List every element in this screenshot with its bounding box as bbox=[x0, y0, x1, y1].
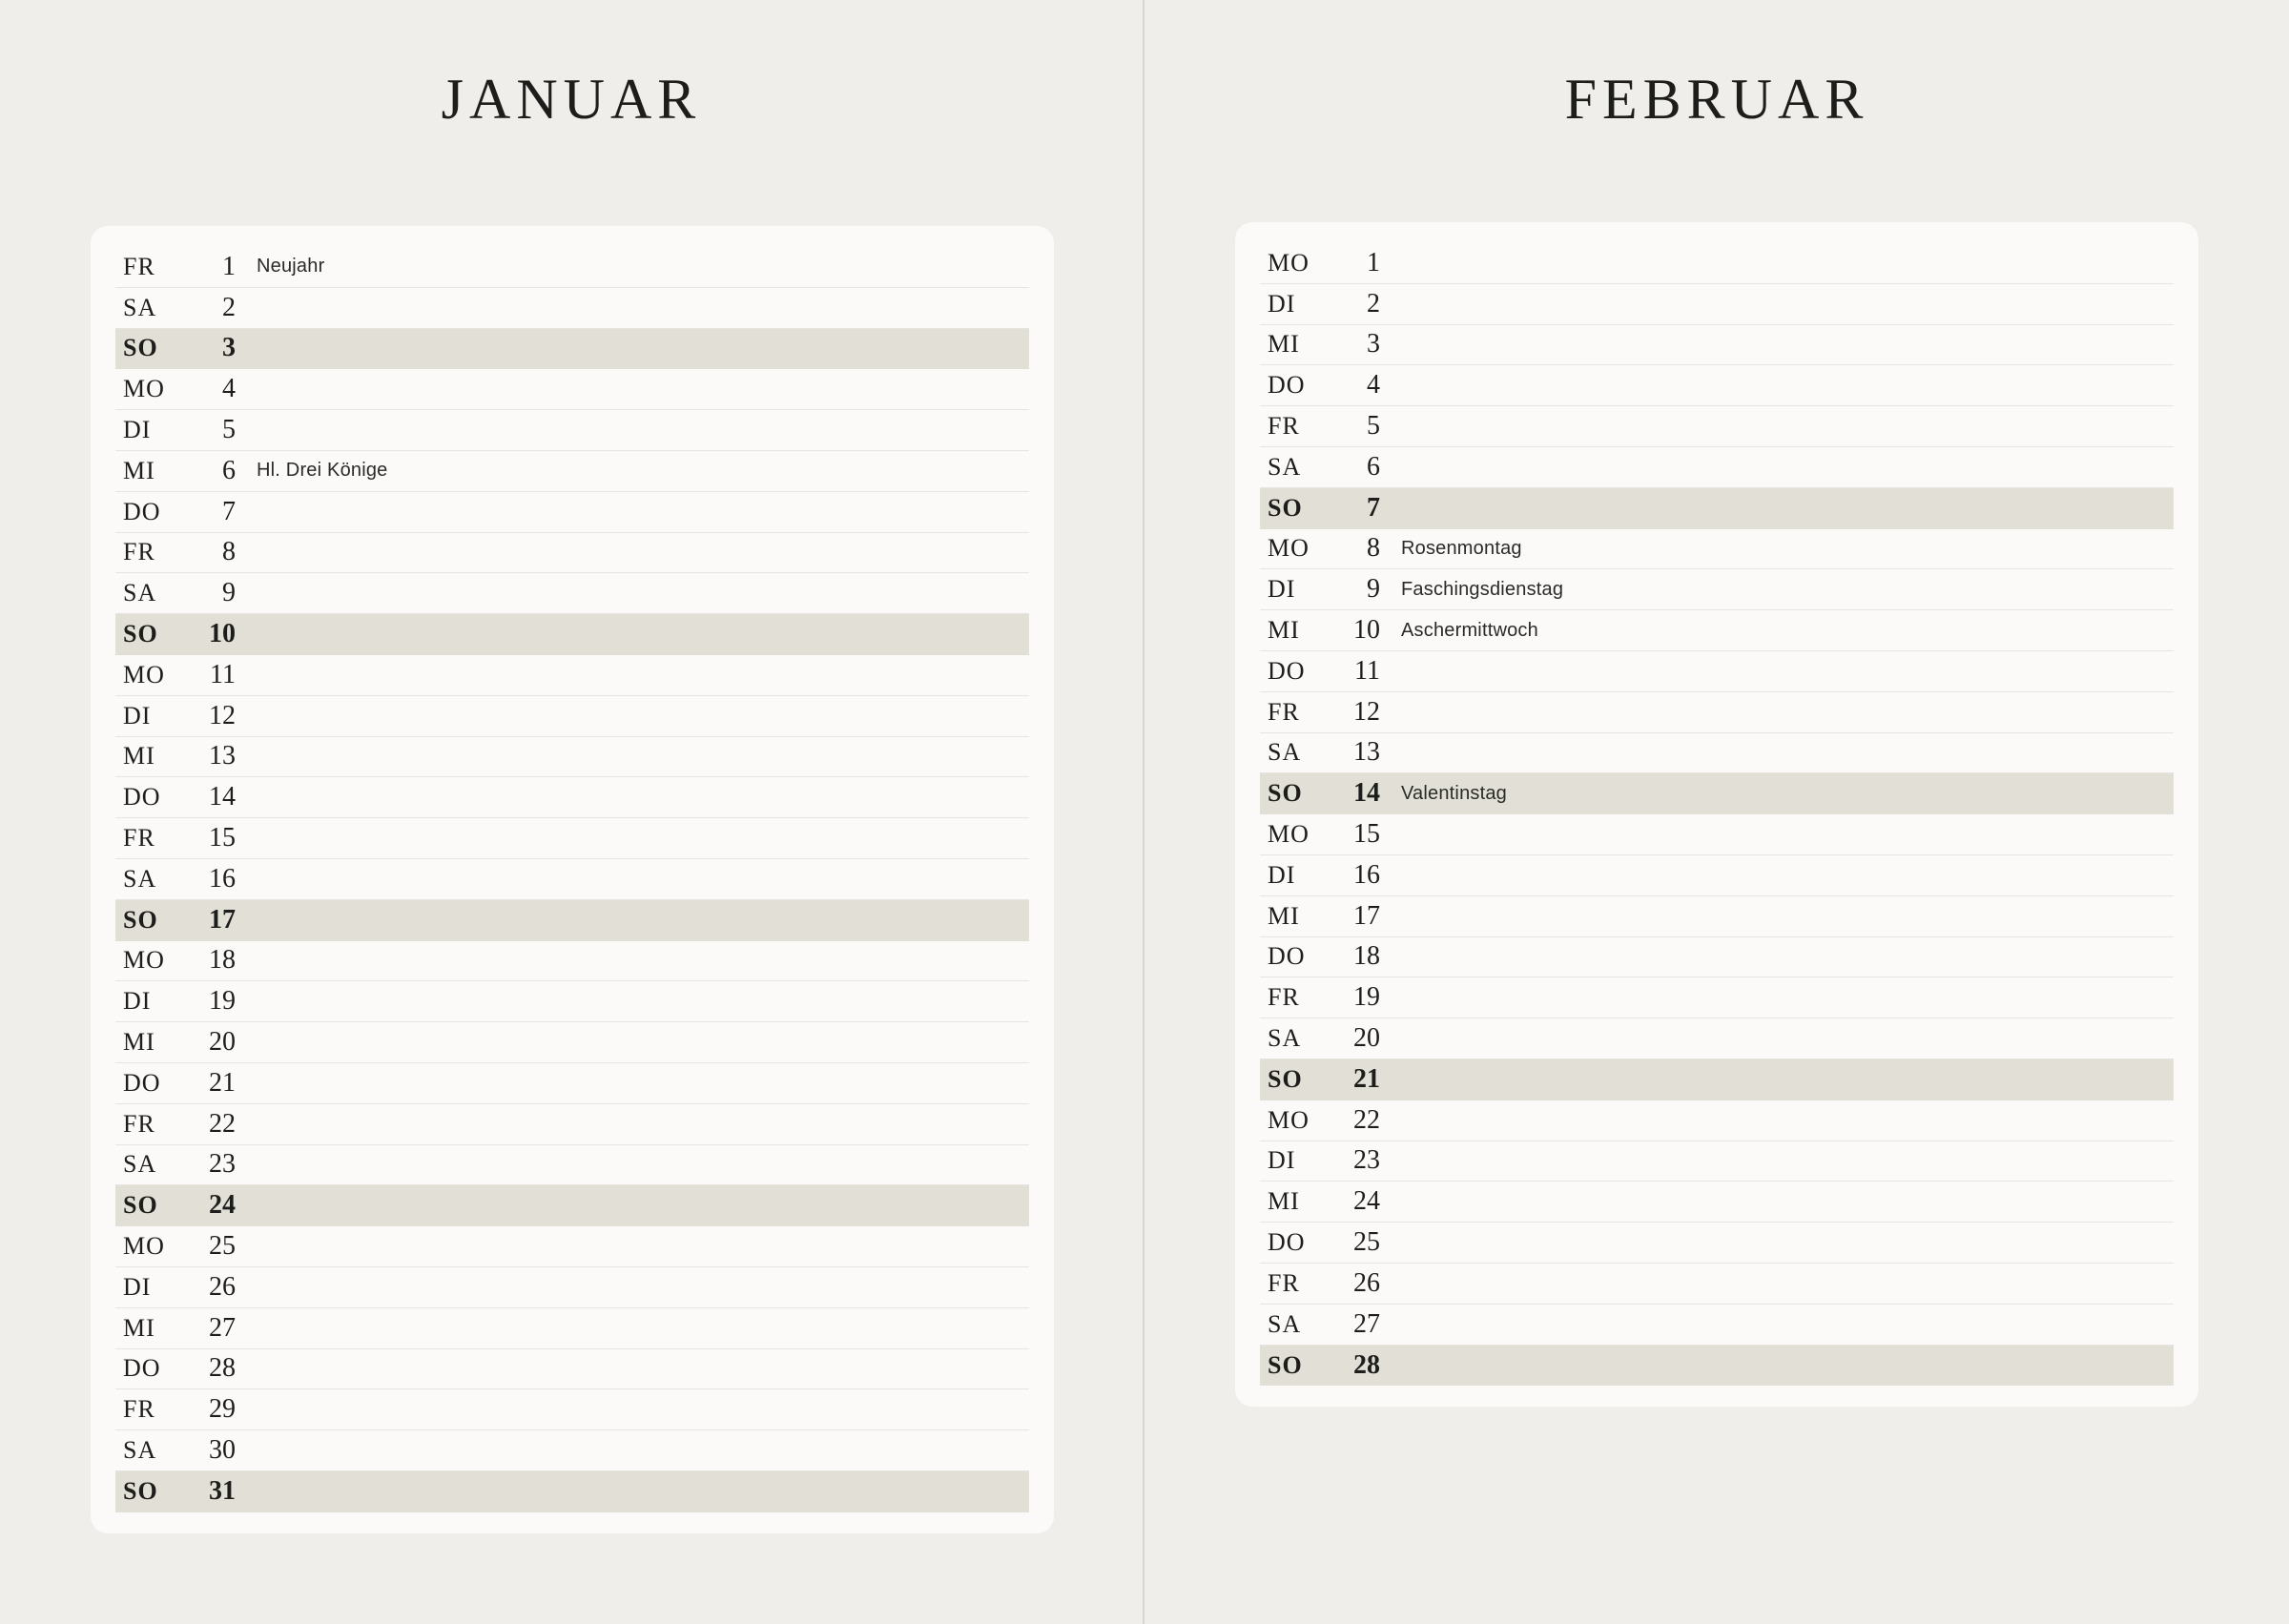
day-number: 17 bbox=[209, 904, 236, 935]
day-of-week-label: DI bbox=[123, 416, 152, 444]
day-number: 12 bbox=[209, 700, 236, 730]
day-number: 24 bbox=[209, 1190, 236, 1221]
day-row[interactable] bbox=[1260, 977, 2174, 1018]
day-row[interactable] bbox=[1260, 325, 2174, 366]
day-number: 12 bbox=[1353, 696, 1380, 727]
day-note: Faschingsdienstag bbox=[1401, 578, 1564, 600]
day-of-week-label: SO bbox=[1268, 779, 1303, 808]
day-of-week-label: DI bbox=[1268, 289, 1296, 318]
day-of-week-label: MO bbox=[1268, 820, 1309, 849]
day-row[interactable] bbox=[115, 981, 1029, 1022]
day-of-week-label: FR bbox=[123, 538, 155, 566]
day-number: 20 bbox=[209, 1027, 236, 1058]
day-row[interactable] bbox=[115, 614, 1029, 655]
day-number: 7 bbox=[1367, 492, 1380, 523]
day-row[interactable] bbox=[115, 1185, 1029, 1226]
day-of-week-label: SA bbox=[1268, 452, 1302, 481]
day-number: 5 bbox=[1367, 411, 1380, 442]
day-row[interactable] bbox=[115, 329, 1029, 370]
day-number: 1 bbox=[1367, 247, 1380, 278]
day-of-week-label: FR bbox=[1268, 412, 1300, 441]
day-number: 31 bbox=[209, 1476, 236, 1507]
day-number: 26 bbox=[1353, 1267, 1380, 1298]
day-list-february bbox=[1235, 222, 2198, 1407]
day-of-week-label: FR bbox=[1268, 983, 1300, 1012]
day-row[interactable] bbox=[1260, 937, 2174, 978]
day-of-week-label: MO bbox=[1268, 534, 1309, 563]
day-row[interactable] bbox=[1260, 1100, 2174, 1141]
day-number: 4 bbox=[222, 374, 236, 404]
day-row[interactable] bbox=[1260, 733, 2174, 774]
day-row[interactable] bbox=[115, 777, 1029, 818]
day-of-week-label: MI bbox=[123, 1028, 155, 1057]
day-row[interactable] bbox=[115, 1022, 1029, 1063]
day-number: 14 bbox=[209, 782, 236, 812]
day-row[interactable] bbox=[115, 573, 1029, 614]
day-row[interactable] bbox=[1260, 243, 2174, 284]
day-row[interactable] bbox=[115, 1430, 1029, 1471]
day-number: 28 bbox=[209, 1353, 236, 1384]
day-row[interactable] bbox=[1260, 447, 2174, 488]
day-number: 11 bbox=[1354, 655, 1380, 686]
day-row[interactable] bbox=[115, 900, 1029, 941]
day-of-week-label: DI bbox=[1268, 1146, 1296, 1175]
day-number: 26 bbox=[209, 1271, 236, 1302]
day-row[interactable] bbox=[115, 451, 1029, 492]
month-title-january: JANUAR bbox=[441, 68, 702, 131]
month-title-february: FEBRUAR bbox=[1564, 68, 1869, 131]
day-of-week-label: SO bbox=[1268, 1064, 1303, 1093]
day-of-week-label: FR bbox=[1268, 697, 1300, 726]
day-of-week-label: SO bbox=[123, 905, 158, 934]
day-of-week-label: SA bbox=[123, 864, 157, 893]
day-row[interactable] bbox=[115, 1267, 1029, 1308]
day-row[interactable] bbox=[1260, 855, 2174, 896]
day-number: 22 bbox=[209, 1108, 236, 1139]
day-note: Hl. Drei Könige bbox=[257, 460, 388, 482]
day-row[interactable] bbox=[115, 410, 1029, 451]
day-row[interactable] bbox=[115, 941, 1029, 982]
page-february bbox=[1144, 0, 2289, 1624]
day-of-week-label: DO bbox=[1268, 371, 1306, 400]
day-row[interactable] bbox=[115, 1349, 1029, 1390]
day-row[interactable] bbox=[1260, 1018, 2174, 1059]
day-number: 23 bbox=[209, 1149, 236, 1180]
day-number: 19 bbox=[1353, 982, 1380, 1013]
day-number: 2 bbox=[222, 292, 236, 322]
day-row[interactable] bbox=[115, 288, 1029, 329]
day-row[interactable] bbox=[1260, 488, 2174, 529]
day-of-week-label: DO bbox=[1268, 1228, 1306, 1257]
day-of-week-label: DO bbox=[123, 783, 161, 812]
day-number: 21 bbox=[209, 1067, 236, 1098]
day-of-week-label: FR bbox=[123, 252, 155, 280]
day-of-week-label: FR bbox=[123, 1395, 155, 1424]
day-row[interactable] bbox=[1260, 569, 2174, 610]
day-of-week-label: DI bbox=[1268, 575, 1296, 604]
day-number: 9 bbox=[1367, 574, 1380, 605]
day-row[interactable] bbox=[115, 1063, 1029, 1104]
day-of-week-label: SA bbox=[123, 1150, 157, 1179]
day-number: 11 bbox=[210, 659, 236, 689]
day-of-week-label: SO bbox=[123, 1477, 158, 1506]
day-row[interactable] bbox=[1260, 1182, 2174, 1223]
day-row[interactable] bbox=[1260, 773, 2174, 814]
day-row[interactable] bbox=[115, 696, 1029, 737]
day-number: 15 bbox=[1353, 819, 1380, 850]
day-of-week-label: MO bbox=[123, 1232, 165, 1261]
day-number: 15 bbox=[209, 823, 236, 853]
day-row[interactable] bbox=[1260, 1059, 2174, 1100]
day-row[interactable] bbox=[115, 818, 1029, 859]
day-number: 21 bbox=[1353, 1063, 1380, 1094]
day-number: 28 bbox=[1353, 1349, 1380, 1380]
day-of-week-label: DO bbox=[123, 1068, 161, 1097]
day-row[interactable] bbox=[115, 369, 1029, 410]
day-row[interactable] bbox=[115, 1389, 1029, 1430]
day-number: 25 bbox=[1353, 1227, 1380, 1258]
day-of-week-label: DO bbox=[123, 1354, 161, 1383]
day-number: 27 bbox=[209, 1312, 236, 1343]
day-number: 29 bbox=[209, 1394, 236, 1425]
day-row[interactable] bbox=[1260, 284, 2174, 325]
day-number: 30 bbox=[209, 1435, 236, 1465]
day-row[interactable] bbox=[1260, 651, 2174, 692]
day-row[interactable] bbox=[115, 247, 1029, 288]
day-row[interactable] bbox=[1260, 406, 2174, 447]
day-of-week-label: MO bbox=[123, 375, 165, 403]
day-of-week-label: DI bbox=[1268, 860, 1296, 889]
day-number: 5 bbox=[222, 415, 236, 445]
day-row[interactable] bbox=[1260, 692, 2174, 733]
day-note: Rosenmontag bbox=[1401, 537, 1522, 559]
day-number: 1 bbox=[222, 251, 236, 281]
day-of-week-label: SO bbox=[123, 1191, 158, 1220]
day-of-week-label: SA bbox=[123, 579, 157, 607]
day-of-week-label: MI bbox=[1268, 616, 1300, 645]
day-number: 22 bbox=[1353, 1104, 1380, 1135]
day-of-week-label: SA bbox=[1268, 1309, 1302, 1338]
day-number: 3 bbox=[1367, 329, 1380, 360]
day-of-week-label: MI bbox=[1268, 330, 1300, 359]
day-of-week-label: DI bbox=[123, 701, 152, 730]
day-row[interactable] bbox=[115, 655, 1029, 696]
day-row[interactable] bbox=[1260, 529, 2174, 570]
day-row[interactable] bbox=[115, 737, 1029, 778]
day-of-week-label: DO bbox=[123, 497, 161, 525]
day-number: 4 bbox=[1367, 370, 1380, 401]
day-row[interactable] bbox=[115, 492, 1029, 533]
day-row[interactable] bbox=[115, 1471, 1029, 1512]
day-number: 10 bbox=[209, 619, 236, 649]
day-number: 23 bbox=[1353, 1145, 1380, 1176]
day-row[interactable] bbox=[1260, 365, 2174, 406]
day-number: 13 bbox=[1353, 737, 1380, 768]
day-row[interactable] bbox=[1260, 814, 2174, 855]
day-of-week-label: SA bbox=[1268, 1024, 1302, 1053]
day-of-week-label: DI bbox=[123, 1272, 152, 1301]
day-number: 6 bbox=[1367, 451, 1380, 482]
day-row[interactable] bbox=[1260, 1305, 2174, 1346]
day-of-week-label: FR bbox=[1268, 1268, 1300, 1297]
day-of-week-label: DO bbox=[1268, 656, 1306, 685]
day-row[interactable] bbox=[115, 1226, 1029, 1267]
day-of-week-label: MI bbox=[123, 456, 155, 484]
day-number: 17 bbox=[1353, 900, 1380, 931]
day-of-week-label: MI bbox=[1268, 1187, 1300, 1216]
day-row[interactable] bbox=[1260, 610, 2174, 651]
day-of-week-label: FR bbox=[123, 824, 155, 853]
day-of-week-label: MO bbox=[1268, 1105, 1309, 1134]
day-of-week-label: MO bbox=[1268, 248, 1309, 277]
day-of-week-label: MI bbox=[123, 742, 155, 771]
day-row[interactable] bbox=[1260, 1264, 2174, 1305]
day-number: 16 bbox=[1353, 859, 1380, 890]
day-number: 6 bbox=[222, 455, 236, 485]
day-of-week-label: SA bbox=[1268, 738, 1302, 767]
day-row[interactable] bbox=[115, 1308, 1029, 1349]
day-of-week-label: MO bbox=[123, 946, 165, 975]
day-number: 7 bbox=[222, 496, 236, 526]
day-of-week-label: SO bbox=[123, 620, 158, 648]
day-number: 18 bbox=[209, 945, 236, 976]
day-row[interactable] bbox=[1260, 1223, 2174, 1264]
day-of-week-label: DI bbox=[123, 987, 152, 1016]
day-of-week-label: SA bbox=[123, 1436, 157, 1464]
day-of-week-label: MO bbox=[123, 660, 165, 689]
day-row[interactable] bbox=[115, 533, 1029, 574]
day-number: 9 bbox=[222, 578, 236, 608]
day-of-week-label: SO bbox=[1268, 493, 1303, 522]
day-number: 8 bbox=[222, 537, 236, 567]
day-of-week-label: FR bbox=[123, 1109, 155, 1138]
day-row[interactable] bbox=[115, 1104, 1029, 1145]
day-number: 3 bbox=[222, 333, 236, 363]
day-number: 8 bbox=[1367, 533, 1380, 564]
day-of-week-label: SO bbox=[1268, 1350, 1303, 1379]
day-of-week-label: SA bbox=[123, 293, 157, 321]
page-january bbox=[0, 0, 1144, 1624]
day-number: 27 bbox=[1353, 1308, 1380, 1339]
day-number: 16 bbox=[209, 863, 236, 894]
day-row[interactable] bbox=[115, 1145, 1029, 1186]
day-note: Aschermittwoch bbox=[1401, 619, 1538, 641]
day-number: 2 bbox=[1367, 288, 1380, 319]
day-number: 19 bbox=[209, 986, 236, 1017]
day-of-week-label: DO bbox=[1268, 942, 1306, 971]
day-number: 10 bbox=[1353, 615, 1380, 646]
day-number: 14 bbox=[1353, 778, 1380, 809]
day-number: 24 bbox=[1353, 1186, 1380, 1217]
day-note: Neujahr bbox=[257, 256, 325, 278]
day-list-january bbox=[91, 226, 1054, 1533]
day-row[interactable] bbox=[115, 859, 1029, 900]
day-number: 18 bbox=[1353, 941, 1380, 972]
day-number: 13 bbox=[209, 741, 236, 771]
day-row[interactable] bbox=[1260, 896, 2174, 937]
day-note: Valentinstag bbox=[1401, 782, 1507, 804]
day-number: 25 bbox=[209, 1231, 236, 1262]
day-number: 20 bbox=[1353, 1023, 1380, 1054]
day-row[interactable] bbox=[1260, 1141, 2174, 1182]
day-of-week-label: MI bbox=[123, 1313, 155, 1342]
day-of-week-label: SO bbox=[123, 334, 158, 362]
day-row[interactable] bbox=[1260, 1346, 2174, 1387]
day-of-week-label: MI bbox=[1268, 901, 1300, 930]
